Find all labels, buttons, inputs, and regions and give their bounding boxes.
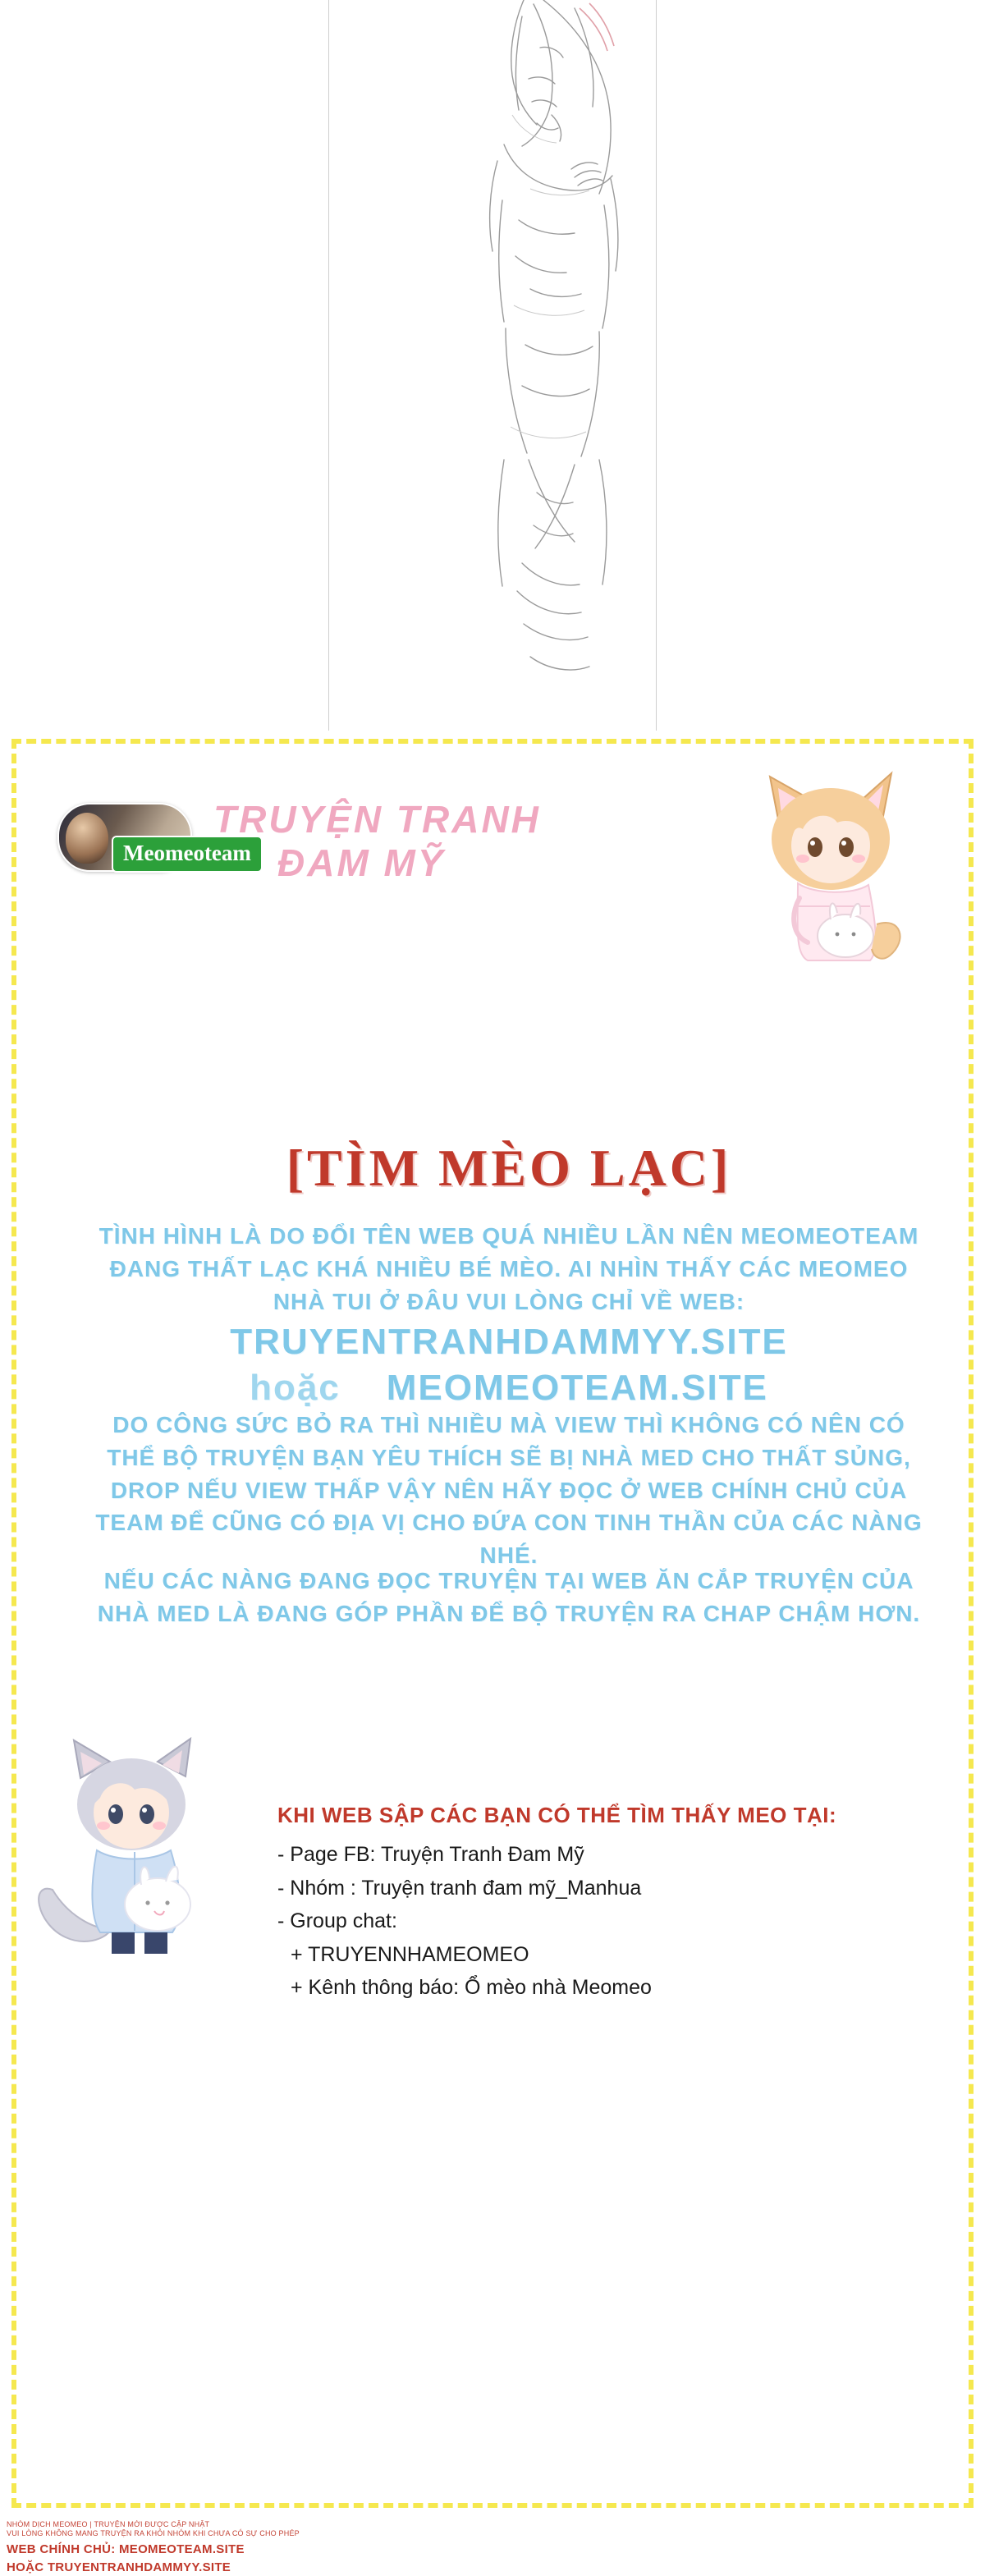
paragraph-intro: TÌNH HÌNH LÀ DO ĐỔI TÊN WEB QUÁ NHIỀU LẦN NÊN MEOMEOTEAM ĐANG THẤT LẠC KHÁ NHIỀU BÉ MÈO. AI NHÌN THẤY CÁC MEOMEO NHÀ TUI Ở ĐÂU VUI LÒNG CHỈ VỀ WEB: <box>98 1223 919 1314</box>
contact-item-channel[interactable]: + Kênh thông báo: Ổ mèo nhà Meomeo <box>291 1976 652 1999</box>
paragraph-warning: NẾU CÁC NÀNG ĐANG ĐỌC TRUYỆN TẠI WEB ĂN CẮP TRUYỆN CỦA NHÀ MED LÀ ĐANG GÓP PHẦN ĐỂ BỘ TRUYỆN RA CHAP CHẬM HƠN. <box>97 1568 921 1626</box>
dashed-frame <box>11 739 974 2508</box>
fox-girl-chibi-icon <box>739 760 928 974</box>
contact-item-page-fb[interactable]: - Page FB: Truyện Tranh Đam Mỹ <box>277 1843 584 1866</box>
contact-block <box>277 1803 901 2005</box>
footer-tiny-line2: VUI LÒNG KHÔNG MANG TRUYỆN RA KHỎI NHÓM KHI CHƯA CÓ SỰ CHO PHÉP <box>7 2529 300 2538</box>
wolf-boy-chibi-icon <box>33 1729 254 1967</box>
brand-title-line1: TRUYỆN TRANH <box>213 798 541 841</box>
paragraph-support: DO CÔNG SỨC BỎ RA THÌ NHIỀU MÀ VIEW THÌ KHÔNG CÓ NÊN CÓ THỂ BỘ TRUYỆN BẠN YÊU THÍCH SẼ BỊ NHÀ MED CHO THẤT SỦNG, DROP NẾU VIEW THẤP VẬY NÊN HÃY ĐỌC Ở WEB CHÍNH CHỦ CỦA TEAM ĐỂ CŨNG CÓ ĐỊA VỊ CHO ĐỨA CON TINH THẦN CỦA CÁC NÀNG NHÉ. <box>95 1412 923 1568</box>
announcement-card <box>0 731 985 2574</box>
contact-item-group[interactable]: - Nhóm : Truyện tranh đam mỹ_Manhua <box>277 1876 642 1900</box>
secondary-website-row <box>16 1368 985 1409</box>
or-label: hoặc <box>250 1368 341 1408</box>
team-badge-label: Meomeoteam <box>112 836 263 873</box>
footer-alt-web[interactable]: HOẶC TRUYENTRANHDAMMYY.SITE <box>7 2560 231 2574</box>
footer-credits <box>7 2520 581 2576</box>
sketch-stage <box>328 0 657 731</box>
primary-website-link[interactable]: TRUYENTRANHDAMMYY.SITE <box>230 1322 788 1362</box>
manga-sketch-panel <box>0 0 985 731</box>
footer-official-web[interactable]: WEB CHÍNH CHỦ: MEOMEOTEAM.SITE <box>7 2542 245 2556</box>
sketch-artwork <box>328 0 657 731</box>
brand-title-line2: ĐAM MỸ <box>277 841 446 884</box>
page-title: [TÌM MÈO LẠC] <box>286 1139 732 1197</box>
contact-heading: KHI WEB SẬP CÁC BẠN CÓ THỂ TÌM THẤY MEO TẠI: <box>277 1803 837 1827</box>
avatar-face <box>66 813 108 864</box>
contact-item-chat-name[interactable]: + TRUYENNHAMEOMEO <box>291 1942 529 1966</box>
brand-title <box>213 798 541 885</box>
contact-item-group-chat: - Group chat: <box>277 1909 397 1932</box>
footer-tiny-line1: NHÓM DỊCH MEOMEO | TRUYỆN MỚI ĐƯỢC CẬP NHẬT <box>7 2520 210 2528</box>
secondary-website-link[interactable]: MEOMEOTEAM.SITE <box>386 1368 768 1408</box>
